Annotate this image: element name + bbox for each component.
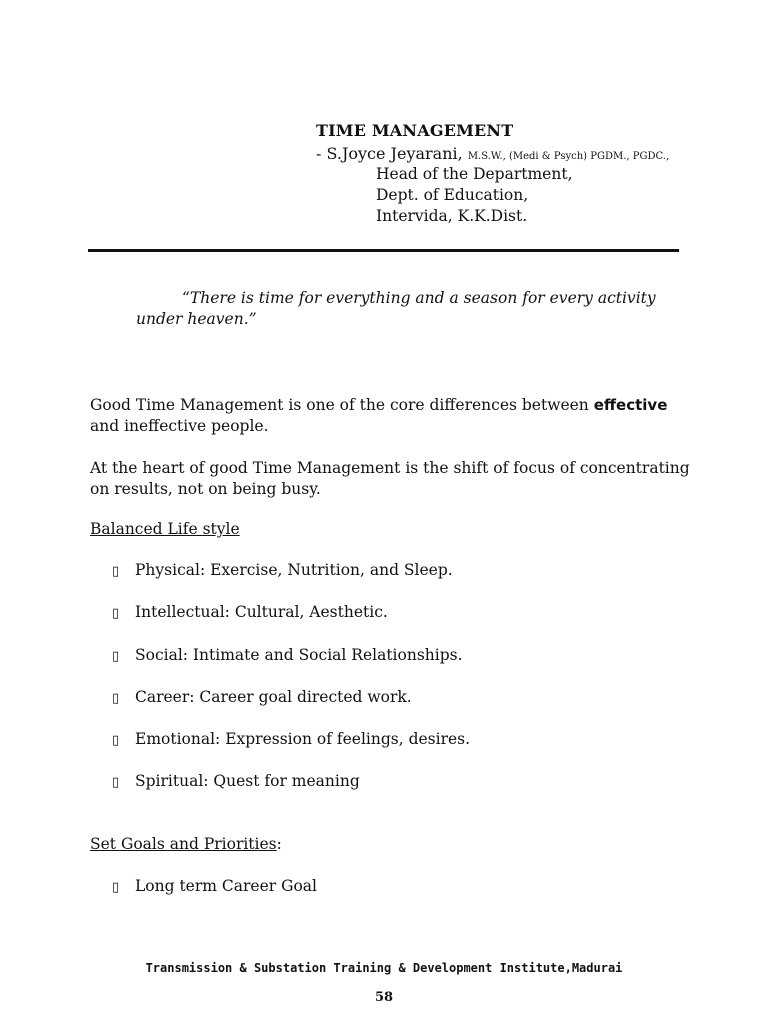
bullet-icon: ▯ — [112, 691, 120, 706]
list-item-text: Career: Career goal directed work. — [135, 688, 412, 706]
author-line — [316, 144, 669, 163]
page-number: 58 — [374, 990, 394, 1005]
author-address-line-2: Dept. of Education, — [376, 186, 529, 204]
footer-institute: Transmission & Substation Training & Development Institute,Madurai — [145, 961, 623, 975]
list-item-text: Social: Intimate and Social Relationships. — [135, 646, 463, 664]
section-heading-goals-priorities: Set Goals and Priorities: — [90, 835, 282, 853]
epigraph-quote: “There is time for everything and a season for every activity under heaven.” — [136, 289, 656, 328]
author-address-line-1: Head of the Department, — [376, 165, 573, 183]
paragraph-intro-end: and ineffective people. — [90, 417, 269, 435]
list-item — [112, 772, 360, 790]
list-item-text: Physical: Exercise, Nutrition, and Sleep. — [135, 561, 453, 579]
author-address-line-3: Intervida, K.K.Dist. — [376, 207, 528, 225]
list-item-text: Spiritual: Quest for meaning — [135, 772, 360, 790]
section-heading-balanced-lifestyle: Balanced Life style — [90, 520, 240, 538]
list-item-text: Intellectual: Cultural, Aesthetic. — [135, 603, 388, 621]
emphasis-effective: effective — [593, 396, 668, 414]
list-item — [112, 877, 317, 895]
bullet-icon: ▯ — [112, 880, 120, 895]
list-item-text: Emotional: Expression of feelings, desires. — [135, 730, 471, 748]
bullet-icon: ▯ — [112, 606, 120, 621]
list-item — [112, 688, 412, 706]
bullet-icon: ▯ — [112, 733, 120, 748]
list-item-text: Long term Career Goal — [135, 877, 317, 895]
paragraph-intro-start: Good Time Management is one of the core differences between — [90, 396, 594, 414]
header-divider — [88, 249, 679, 252]
author-name: - S.Joyce Jeyarani, — [316, 144, 468, 163]
list-item — [112, 646, 463, 664]
list-item — [112, 603, 388, 621]
author-qualifications: M.S.W., (Medi & Psych) PGDM., PGDC., — [467, 151, 670, 162]
list-item — [112, 561, 453, 579]
document-title: TIME MANAGEMENT — [316, 121, 514, 140]
bullet-icon: ▯ — [112, 564, 120, 579]
paragraph-intro — [90, 395, 690, 437]
bullet-icon: ▯ — [112, 775, 120, 790]
bullet-icon: ▯ — [112, 649, 120, 664]
list-item — [112, 730, 470, 748]
paragraph-focus: At the heart of good Time Management is the shift of focus of concentrating on results, not on being busy. — [90, 459, 690, 498]
